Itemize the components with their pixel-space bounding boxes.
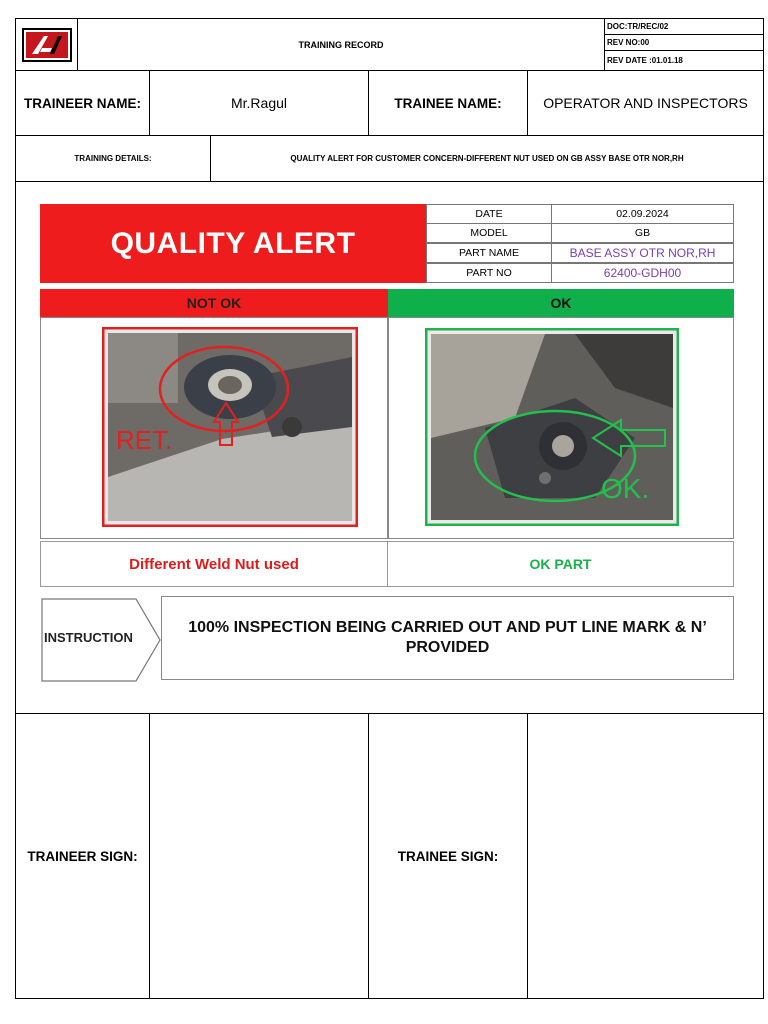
alert-info-row (426, 223, 734, 243)
ok-part-photo (425, 328, 679, 526)
logo-cell (15, 18, 78, 71)
info-key: PART NAME (426, 243, 552, 263)
doc-number: DOC:TR/REC/02 (604, 18, 764, 35)
trainer-name-value: Mr.Ragul (149, 70, 369, 136)
alert-info-row (426, 263, 734, 283)
trainee-sign-label: TRAINEE SIGN: (368, 713, 528, 999)
instruction-label: INSTRUCTION (44, 630, 133, 645)
info-key: MODEL (426, 223, 552, 243)
trainer-sign-label: TRAINEER SIGN: (15, 713, 150, 999)
info-key: DATE (426, 204, 552, 224)
info-key: PART NO (426, 263, 552, 283)
not-ok-photo-frame (40, 317, 388, 539)
company-logo-icon (22, 28, 72, 62)
not-ok-part-photo (102, 327, 358, 527)
ok-header: OK (388, 289, 734, 317)
info-value: GB (551, 223, 734, 243)
instruction-text: 100% INSPECTION BEING CARRIED OUT AND PUT LINE MARK & N’ PROVIDED (161, 596, 734, 680)
info-value: 62400-GDH00 (551, 263, 734, 283)
ok-caption: OK PART (387, 541, 734, 587)
alert-info-table (426, 204, 734, 283)
alert-info-row (426, 204, 734, 224)
ret-mark: RET. (116, 425, 173, 455)
quality-alert-banner: QUALITY ALERT (40, 204, 426, 283)
info-value: 02.09.2024 (551, 204, 734, 224)
not-ok-caption: Different Weld Nut used (40, 541, 388, 587)
document-title: TRAINING RECORD (77, 18, 605, 71)
trainee-name-value: OPERATOR AND INSPECTORS (527, 70, 764, 136)
ok-photo-frame (388, 317, 734, 539)
trainee-name-label: TRAINEE NAME: (368, 70, 528, 136)
trainer-name-label: TRAINEER NAME: (15, 70, 150, 136)
ok-mark: OK. (601, 473, 650, 504)
info-value: BASE ASSY OTR NOR,RH (551, 243, 734, 263)
trainer-sign-box (149, 713, 369, 999)
training-details-label: TRAINING DETAILS: (15, 135, 211, 182)
trainee-sign-box (527, 713, 764, 999)
revision-number: REV NO:00 (604, 34, 764, 51)
alert-info-row (426, 243, 734, 263)
not-ok-header: NOT OK (40, 289, 388, 317)
training-details-value: QUALITY ALERT FOR CUSTOMER CONCERN-DIFFERENT NUT USED ON GB ASSY BASE OTR NOR,RH (210, 135, 764, 182)
revision-date: REV DATE :01.01.18 (604, 50, 764, 71)
